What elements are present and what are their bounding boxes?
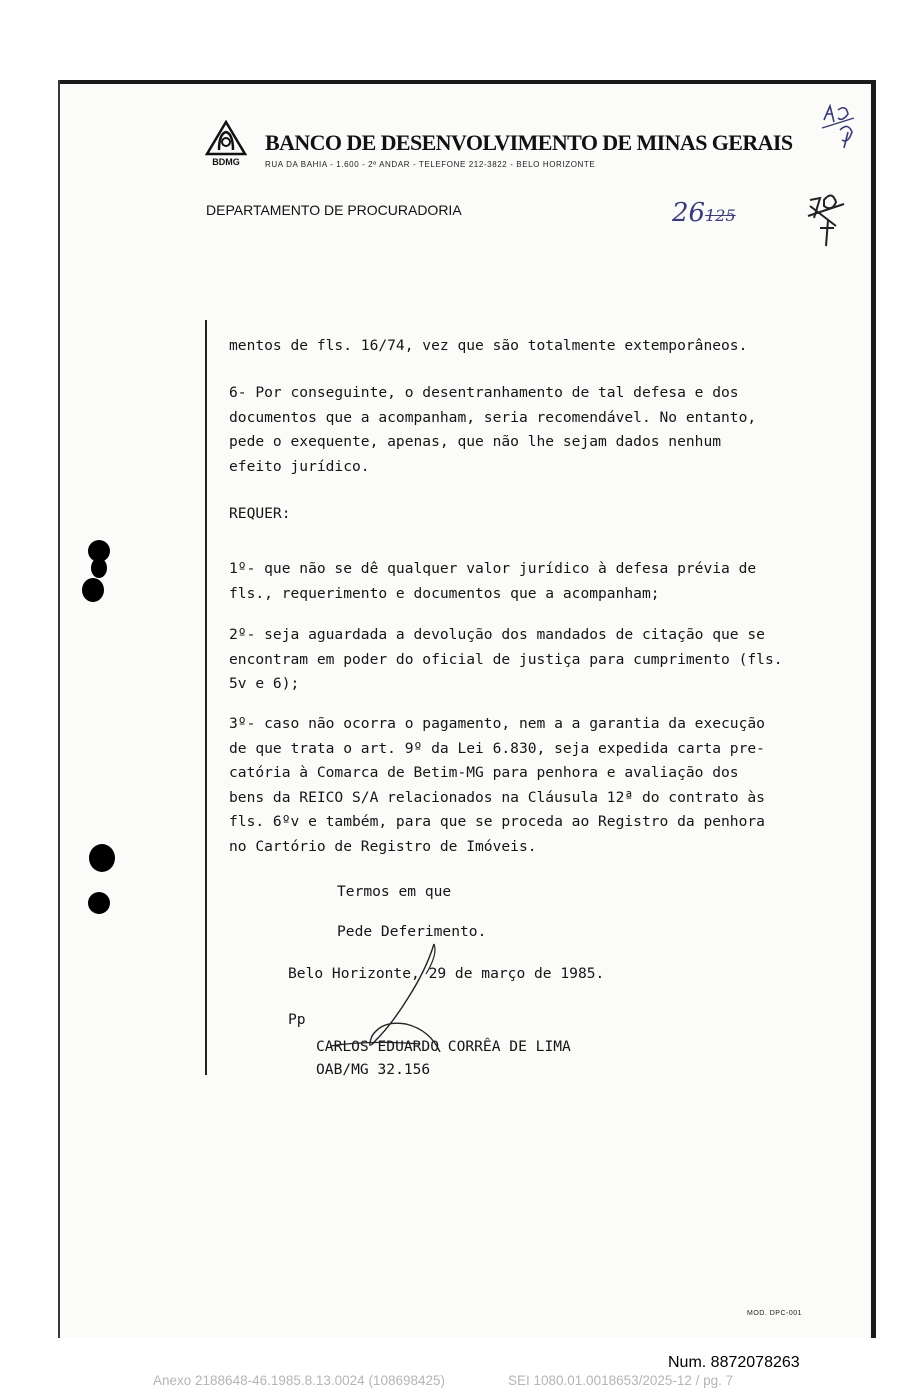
bank-address: RUA DA BAHIA - 1.600 - 2º ANDAR - TELEFONE 212-3822 - BELO HORIZONTE bbox=[265, 160, 596, 169]
punch-hole bbox=[88, 892, 110, 914]
struck-page-number: 125 bbox=[705, 206, 736, 225]
signer-oab: OAB/MG 32.156 bbox=[316, 1061, 431, 1078]
annex-reference: Anexo 2188648-46.1985.8.13.0024 (108698425) bbox=[153, 1373, 446, 1388]
pp-label: Pp bbox=[288, 1011, 306, 1028]
department-title: DEPARTAMENTO DE PROCURADORIA bbox=[206, 202, 462, 218]
request-item-1: 1º- que não se dê qualquer valor jurídico à defesa prévia de fls., requerimento e documentos que a acompanham; bbox=[229, 560, 757, 602]
sei-reference: SEI 1080.01.0018653/2025-12 / pg. 7 bbox=[508, 1373, 734, 1388]
handwritten-corner-mark bbox=[818, 100, 858, 150]
document-sheet bbox=[58, 80, 876, 1338]
requer-heading: REQUER: bbox=[229, 505, 291, 522]
handwritten-signature bbox=[330, 940, 480, 1060]
bdmg-logo bbox=[205, 120, 247, 168]
punch-hole bbox=[82, 578, 104, 602]
form-code: MOD. DPC-001 bbox=[747, 1310, 803, 1317]
left-margin-rule bbox=[205, 320, 207, 1075]
punch-hole bbox=[89, 844, 115, 872]
punch-hole bbox=[91, 558, 107, 578]
paragraph-continuation: mentos de fls. 16/74, vez que são totalmente extemporâneos. bbox=[229, 337, 748, 354]
handwritten-page-number: 26125 bbox=[672, 198, 736, 228]
closing-line-1: Termos em que bbox=[337, 883, 452, 900]
logo-text: BDMG bbox=[212, 157, 240, 167]
document-number: Num. 8872078263 bbox=[668, 1354, 800, 1371]
bank-name: BANCO DE DESENVOLVIMENTO DE MINAS GERAIS bbox=[265, 130, 793, 155]
paragraph-item-6: 6- Por conseguinte, o desentranhamento de tal defesa e dos documentos que a acompanham, seria recomendável. No entanto, pede o exequente, apenas, que não lhe sejam dados nenhum efeito jurídico. bbox=[229, 384, 757, 475]
place-and-date: Belo Horizonte, 29 de março de 1985. bbox=[288, 965, 605, 982]
handwritten-folio-mark bbox=[806, 184, 846, 250]
signer-name: CARLOS EDUARDO CORRÊA DE LIMA bbox=[316, 1038, 571, 1055]
request-item-3: 3º- caso não ocorra o pagamento, nem a a garantia da execução de que trata o art. 9º da Lei 6.830, seja expedida carta pre- catória à Comarca de Betim-MG para penhora e avaliação dos bens da REICO S/A relacionados na Cláusula 12ª do contrato às fls. 6ºv e também, para que se proceda ao Registro da penhora no Cartório de Registro de Imóveis. bbox=[229, 715, 765, 855]
closing-line-2: Pede Deferimento. bbox=[337, 923, 487, 940]
request-item-2: 2º- seja aguardada a devolução dos mandados de citação que se encontram em poder do oficial de justiça para cumprimento (fls. 5v e 6); bbox=[229, 626, 783, 692]
sheet-edge bbox=[58, 80, 60, 1338]
